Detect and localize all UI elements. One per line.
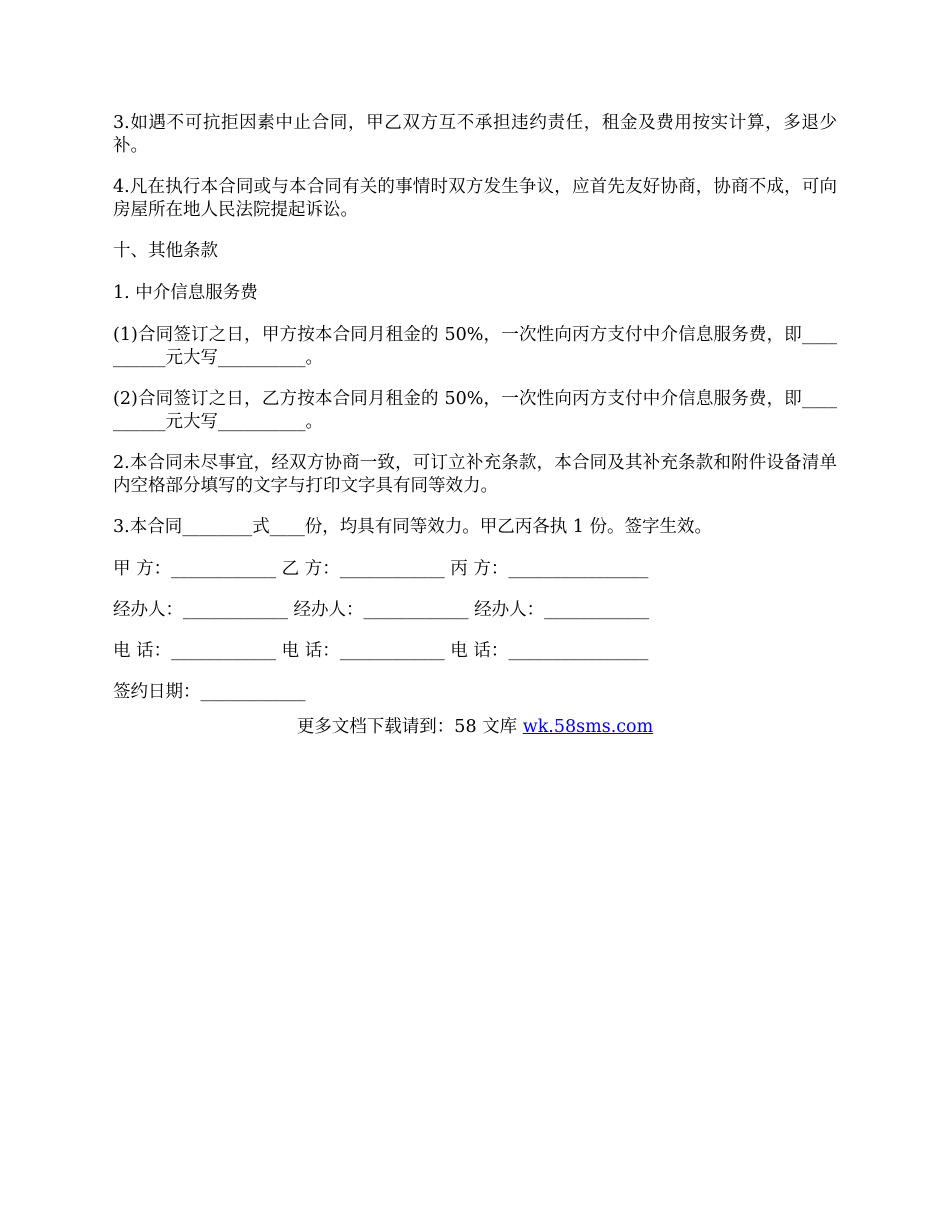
- clause-agency-fee-party-a: (1)合同签订之日，甲方按本合同月租金的 50%，一次性向丙方支付中介信息服务费，即__________元大写__________。: [113, 325, 837, 368]
- section-heading-other-terms: 十、其他条款: [113, 241, 218, 261]
- document-body: [113, 112, 837, 722]
- clause-copies: 3.本合同________式____份，均具有同等效力。甲乙丙各执 1 份。签字生效。: [113, 517, 712, 537]
- clause-agency-fee-heading: 1. 中介信息服务费: [113, 283, 258, 303]
- signature-row-phones: 电 话：____________ 电 话：____________ 电 话：________________: [113, 641, 649, 661]
- signature-row-agents: 经办人：____________ 经办人：____________ 经办人：____________: [113, 600, 650, 620]
- footer-link[interactable]: wk.58sms.com: [522, 717, 654, 737]
- clause-supplementary-terms: 2.本合同未尽事宜，经双方协商一致，可订立补充条款，本合同及其补充条款和附件设备清单内空格部分填写的文字与打印文字具有同等效力。: [113, 453, 837, 496]
- clause-agency-fee-party-b: (2)合同签订之日，乙方按本合同月租金的 50%，一次性向丙方支付中介信息服务费，即__________元大写__________。: [113, 389, 837, 432]
- signature-row-date: 签约日期：____________: [113, 682, 306, 702]
- clause-force-majeure: 3.如遇不可抗拒因素中止合同，甲乙双方互不承担违约责任，租金及费用按实计算，多退少补。: [113, 113, 837, 156]
- footer: [0, 716, 950, 739]
- clause-dispute-resolution: 4.凡在执行本合同或与本合同有关的事情时双方发生争议，应首先友好协商，协商不成，可向房屋所在地人民法院提起诉讼。: [113, 177, 837, 220]
- signature-row-parties: 甲 方：____________ 乙 方：____________ 丙 方：________________: [113, 559, 649, 579]
- footer-text: 更多文档下载请到：58 文库: [296, 717, 523, 737]
